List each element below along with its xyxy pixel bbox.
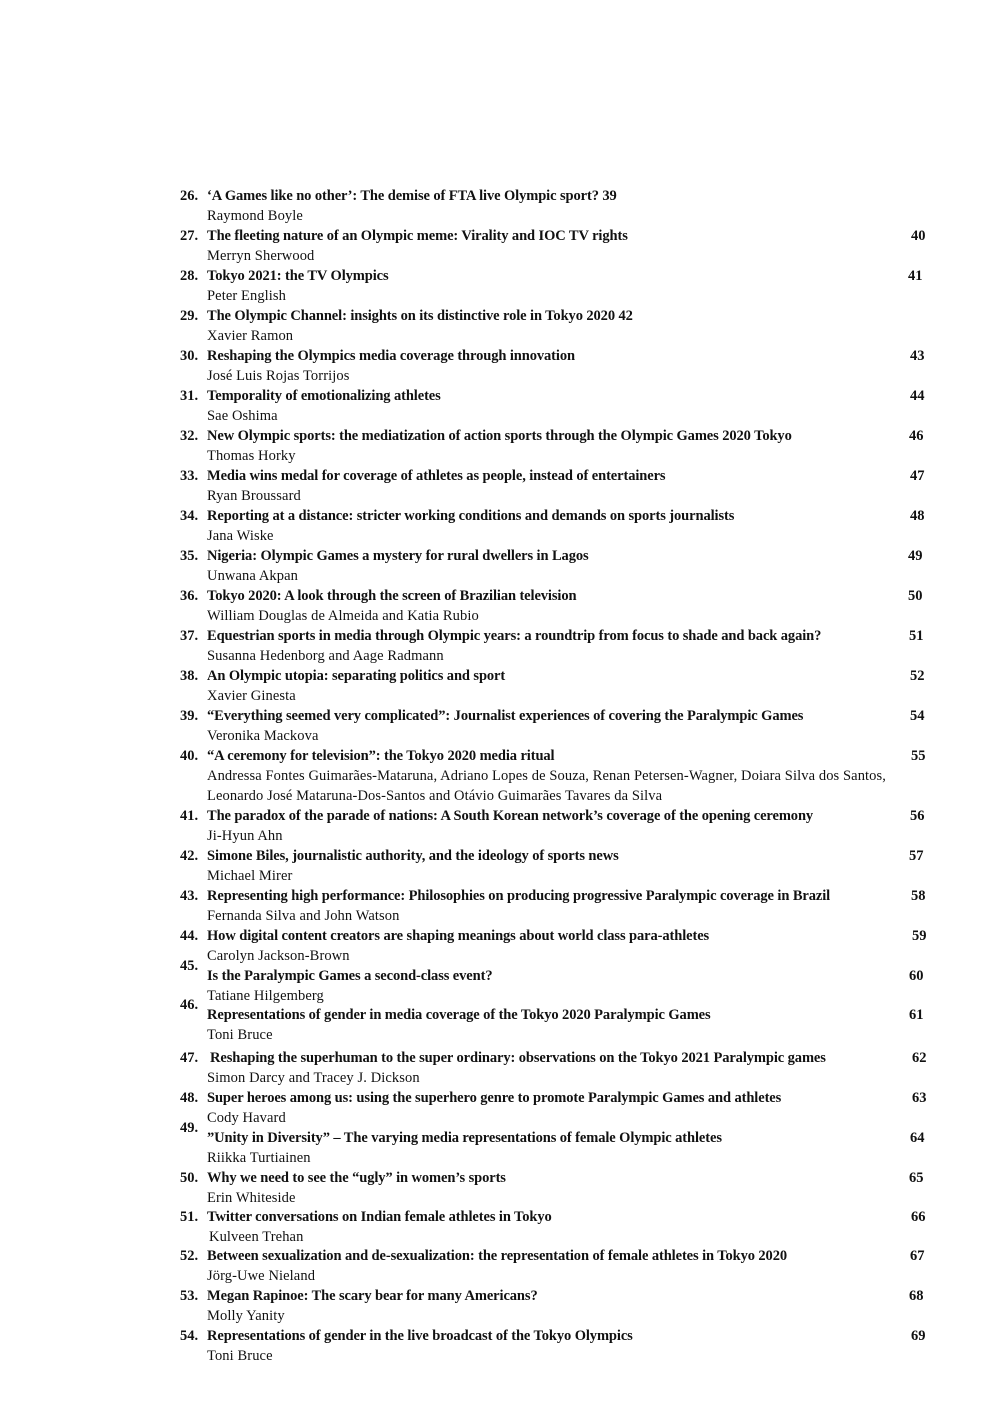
entry-author: Veronika Mackova bbox=[207, 728, 319, 744]
entry-page-number: 50 bbox=[908, 588, 923, 604]
toc-entry bbox=[0, 1246, 992, 1286]
entry-number: 39. bbox=[180, 708, 199, 724]
entry-page-number: 64 bbox=[910, 1130, 925, 1146]
entry-title: The paradox of the parade of nations: A South Korean network’s coverage of the opening ceremony bbox=[207, 808, 814, 824]
entry-author: Andressa Fontes Guimarães-Mataruna, Adriano Lopes de Souza, Renan Petersen-Wagner, Doiara Silva dos Santos, Leonardo José Mataruna-Dos-Santos and Otávio Guimarães Tavares da Silva bbox=[207, 768, 887, 804]
entry-author: Erin Whiteside bbox=[207, 1190, 296, 1206]
entry-page-number: 51 bbox=[909, 628, 924, 644]
entry-title: Is the Paralympic Games a second-class event? bbox=[207, 968, 493, 984]
toc-entry bbox=[0, 1168, 992, 1208]
entry-page-number: 52 bbox=[910, 668, 925, 684]
entry-page-number: 56 bbox=[910, 808, 925, 824]
entry-number: 49. bbox=[180, 1120, 199, 1136]
entry-author: Kulveen Trehan bbox=[209, 1229, 304, 1245]
entry-title: Representations of gender in media coverage of the Tokyo 2020 Paralympic Games bbox=[207, 1007, 711, 1023]
entry-title: Representations of gender in the live broadcast of the Tokyo Olympics bbox=[207, 1328, 633, 1344]
entry-author: Ji-Hyun Ahn bbox=[207, 828, 283, 844]
entry-number: 31. bbox=[180, 388, 199, 404]
entry-number: 50. bbox=[180, 1170, 199, 1186]
entry-title: New Olympic sports: the mediatization of action sports through the Olympic Games 2020 Tokyo bbox=[207, 428, 792, 444]
entry-page-number: 57 bbox=[909, 848, 924, 864]
entry-number: 27. bbox=[180, 228, 199, 244]
toc-entry bbox=[0, 958, 992, 1006]
toc-entry bbox=[0, 586, 992, 626]
entry-author: Simon Darcy and Tracey J. Dickson bbox=[207, 1070, 420, 1086]
entry-title: Reshaping the superhuman to the super ordinary: observations on the Tokyo 2021 Paralympic games bbox=[210, 1050, 826, 1066]
entry-title: The Olympic Channel: insights on its distinctive role in Tokyo 2020 42 bbox=[207, 308, 633, 324]
toc-entry bbox=[0, 626, 992, 666]
entry-author: Jörg-Uwe Nieland bbox=[207, 1268, 316, 1284]
entry-title: Megan Rapinoe: The scary bear for many Americans? bbox=[207, 1288, 538, 1304]
entry-number: 41. bbox=[180, 808, 199, 824]
entry-page-number: 48 bbox=[910, 508, 925, 524]
entry-page-number: 41 bbox=[908, 268, 923, 284]
entry-author: Cody Havard bbox=[207, 1110, 286, 1126]
entry-page-number: 59 bbox=[912, 928, 927, 944]
entry-page-number: 54 bbox=[910, 708, 925, 724]
toc-entry bbox=[0, 306, 992, 346]
entry-page-number: 46 bbox=[909, 428, 924, 444]
entry-title: “Everything seemed very complicated”: Journalist experiences of covering the Paralympic Games bbox=[207, 708, 804, 724]
entry-page-number: 67 bbox=[910, 1248, 925, 1264]
entry-number: 29. bbox=[180, 308, 199, 324]
entry-author: Xavier Ginesta bbox=[207, 688, 296, 704]
entry-page-number: 40 bbox=[911, 228, 926, 244]
entry-number: 40. bbox=[180, 748, 199, 764]
entry-number: 43. bbox=[180, 888, 199, 904]
entry-number: 48. bbox=[180, 1090, 199, 1106]
entry-title: “A ceremony for television”: the Tokyo 2020 media ritual bbox=[207, 748, 555, 764]
entry-title: Representing high performance: Philosophies on producing progressive Paralympic coverage in Brazil bbox=[207, 888, 831, 904]
toc-entry bbox=[0, 346, 992, 386]
entry-author: Peter English bbox=[207, 288, 287, 304]
entry-author: Ryan Broussard bbox=[207, 488, 301, 504]
entry-title: Reporting at a distance: stricter working conditions and demands on sports journalists bbox=[207, 508, 735, 524]
entry-page-number: 44 bbox=[910, 388, 925, 404]
entry-author: Thomas Horky bbox=[207, 448, 296, 464]
entry-number: 38. bbox=[180, 668, 199, 684]
entry-title: Equestrian sports in media through Olympic years: a roundtrip from focus to shade and back again? bbox=[207, 628, 822, 644]
entry-number: 44. bbox=[180, 928, 199, 944]
entry-author: Tatiane Hilgemberg bbox=[207, 988, 324, 1004]
entry-title: An Olympic utopia: separating politics and sport bbox=[207, 668, 506, 684]
entry-number: 37. bbox=[180, 628, 199, 644]
entry-page-number: 69 bbox=[911, 1328, 926, 1344]
entry-number: 32. bbox=[180, 428, 199, 444]
toc-entry bbox=[0, 846, 992, 886]
toc-entry bbox=[0, 1326, 992, 1366]
toc-entry bbox=[0, 1207, 992, 1247]
entry-number: 47. bbox=[180, 1050, 199, 1066]
entry-number: 36. bbox=[180, 588, 199, 604]
entry-page-number: 68 bbox=[909, 1288, 924, 1304]
toc-entry bbox=[0, 266, 992, 306]
entry-title: ”Unity in Diversity” – The varying media representations of female Olympic athletes bbox=[207, 1130, 722, 1146]
entry-number: 33. bbox=[180, 468, 199, 484]
toc-entry bbox=[0, 426, 992, 466]
entry-author: Toni Bruce bbox=[207, 1348, 273, 1364]
entry-title: Nigeria: Olympic Games a mystery for rural dwellers in Lagos bbox=[207, 548, 589, 564]
toc-entry bbox=[0, 226, 992, 266]
entry-title: Simone Biles, journalistic authority, and the ideology of sports news bbox=[207, 848, 619, 864]
entry-author: José Luis Rojas Torrijos bbox=[207, 368, 350, 384]
entry-number: 28. bbox=[180, 268, 199, 284]
toc-entry bbox=[0, 997, 992, 1045]
entry-author: Toni Bruce bbox=[207, 1027, 273, 1043]
entry-title: Reshaping the Olympics media coverage through innovation bbox=[207, 348, 575, 364]
entry-number: 34. bbox=[180, 508, 199, 524]
toc-entry bbox=[0, 806, 992, 846]
entry-author: Unwana Akpan bbox=[207, 568, 298, 584]
toc-entry bbox=[0, 706, 992, 746]
entry-number: 30. bbox=[180, 348, 199, 364]
entry-number: 35. bbox=[180, 548, 199, 564]
entry-number: 46. bbox=[180, 997, 199, 1013]
toc-entry bbox=[0, 1120, 992, 1168]
entry-title: Why we need to see the “ugly” in women’s sports bbox=[207, 1170, 506, 1186]
entry-author: Carolyn Jackson-Brown bbox=[207, 948, 350, 964]
entry-number: 54. bbox=[180, 1328, 199, 1344]
entry-page-number: 66 bbox=[911, 1209, 926, 1225]
entry-author: Susanna Hedenborg and Aage Radmann bbox=[207, 648, 444, 664]
entry-page-number: 65 bbox=[909, 1170, 924, 1186]
entry-author: Merryn Sherwood bbox=[207, 248, 315, 264]
entry-title: Tokyo 2020: A look through the screen of Brazilian television bbox=[207, 588, 577, 604]
entry-page-number: 60 bbox=[909, 968, 924, 984]
toc-entry bbox=[0, 926, 992, 966]
entry-title: Between sexualization and de-sexualization: the representation of female athletes in Tokyo 2020 bbox=[207, 1248, 788, 1264]
entry-author: Molly Yanity bbox=[207, 1308, 285, 1324]
entry-page-number: 49 bbox=[908, 548, 923, 564]
toc-entry bbox=[0, 746, 992, 806]
entry-page-number: 63 bbox=[912, 1090, 927, 1106]
entry-number: 26. bbox=[180, 188, 199, 204]
entry-title: The fleeting nature of an Olympic meme: Virality and IOC TV rights bbox=[207, 228, 628, 244]
entry-number: 52. bbox=[180, 1248, 199, 1264]
entry-page-number: 58 bbox=[911, 888, 926, 904]
toc-entry bbox=[0, 1088, 992, 1128]
entry-author: Michael Mirer bbox=[207, 868, 293, 884]
entry-author: Riikka Turtiainen bbox=[207, 1150, 311, 1166]
toc-entry bbox=[0, 186, 992, 226]
entry-title: Tokyo 2021: the TV Olympics bbox=[207, 268, 389, 284]
entry-number: 51. bbox=[180, 1209, 199, 1225]
entry-page-number: 62 bbox=[912, 1050, 927, 1066]
entry-page-number: 61 bbox=[909, 1007, 924, 1023]
entry-title: How digital content creators are shaping meanings about world class para-athletes bbox=[207, 928, 710, 944]
entry-author: William Douglas de Almeida and Katia Rubio bbox=[207, 608, 479, 624]
entry-author: Sae Oshima bbox=[207, 408, 278, 424]
toc-entry bbox=[0, 466, 992, 506]
entry-number: 45. bbox=[180, 958, 199, 974]
toc-entry bbox=[0, 1286, 992, 1326]
entry-title: Super heroes among us: using the superhero genre to promote Paralympic Games and athletes bbox=[207, 1090, 782, 1106]
entry-title: Twitter conversations on Indian female athletes in Tokyo bbox=[207, 1209, 552, 1225]
entry-author: Raymond Boyle bbox=[207, 208, 303, 224]
toc-entry bbox=[0, 506, 992, 546]
entry-number: 42. bbox=[180, 848, 199, 864]
entry-page-number: 43 bbox=[910, 348, 925, 364]
entry-author: Jana Wiske bbox=[207, 528, 274, 544]
entry-title: ‘A Games like no other’: The demise of FTA live Olympic sport? 39 bbox=[207, 188, 617, 204]
entry-number: 53. bbox=[180, 1288, 199, 1304]
toc-entry bbox=[0, 386, 992, 426]
toc-entry bbox=[0, 546, 992, 586]
entry-page-number: 47 bbox=[910, 468, 925, 484]
entry-title: Media wins medal for coverage of athletes as people, instead of entertainers bbox=[207, 468, 666, 484]
entry-page-number: 55 bbox=[911, 748, 926, 764]
entry-author: Fernanda Silva and John Watson bbox=[207, 908, 400, 924]
toc-entry bbox=[0, 666, 992, 706]
toc-entry bbox=[0, 1048, 992, 1088]
toc-entry bbox=[0, 886, 992, 926]
entry-title: Temporality of emotionalizing athletes bbox=[207, 388, 441, 404]
entry-author: Xavier Ramon bbox=[207, 328, 294, 344]
